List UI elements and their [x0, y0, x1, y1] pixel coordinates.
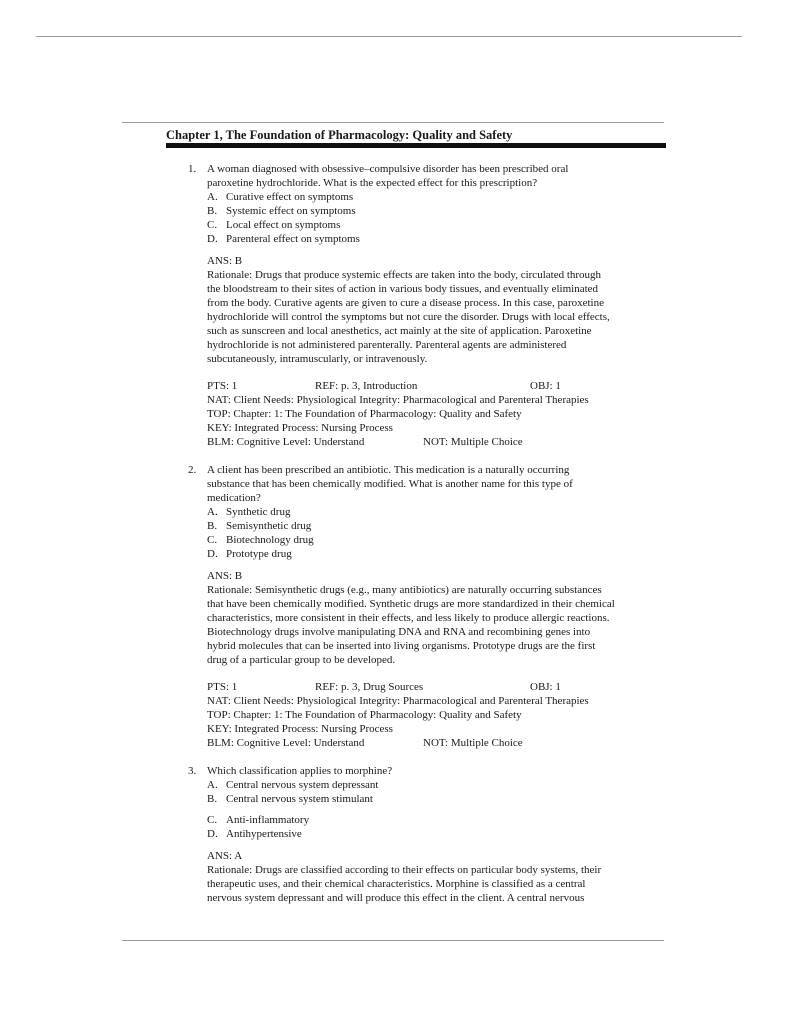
question-stem-line: substance that has been chemically modified. What is another name for this type of — [207, 478, 573, 490]
answer: ANS: B — [207, 255, 243, 267]
rationale-line: hydrochloride will control the symptoms but not cure the disorder. Drugs with local effects, — [207, 311, 610, 323]
option-letter: C. — [207, 534, 218, 546]
objective: OBJ: 1 — [530, 681, 561, 693]
option-text: Anti-inflammatory — [226, 814, 310, 826]
option-letter: D. — [207, 233, 218, 245]
option-a — [207, 190, 666, 204]
bloom-level: BLM: Cognitive Level: Understand — [207, 436, 365, 448]
rationale-line: Rationale: Semisynthetic drugs (e.g., many antibiotics) are naturally occurring substances — [207, 584, 602, 596]
rationale-line: hydrochloride is not administered parenterally. Parenteral agents are administered — [207, 339, 567, 351]
option-text: Synthetic drug — [226, 506, 291, 518]
option-text: Central nervous system stimulant — [226, 793, 373, 805]
option-a — [207, 778, 666, 792]
rationale-line: that have been chemically modified. Synthetic drugs are more standardized in their chemical — [207, 598, 615, 610]
option-letter: D. — [207, 548, 218, 560]
option-letter: B. — [207, 793, 218, 805]
nat-line: NAT: Client Needs: Physiological Integrity: Pharmacological and Parenteral Therapies — [207, 394, 589, 406]
meta-row-blm — [207, 736, 666, 750]
top-line: TOP: Chapter: 1: The Foundation of Pharmacology: Quality and Safety — [207, 709, 522, 721]
option-d — [207, 232, 666, 246]
option-text: Biotechnology drug — [226, 534, 314, 546]
rationale-line: drug of a particular group to be developed. — [207, 654, 396, 666]
option-letter: B. — [207, 205, 218, 217]
rationale-line: subcutaneously, intramuscularly, or intravenously. — [207, 353, 428, 365]
objective: OBJ: 1 — [530, 380, 561, 392]
question-type: NOT: Multiple Choice — [423, 737, 523, 749]
option-text: Local effect on symptoms — [226, 219, 341, 231]
question-stem-line: A woman diagnosed with obsessive–compulsive disorder has been prescribed oral — [207, 163, 569, 175]
option-b — [207, 204, 666, 218]
chapter-title: Chapter 1, The Foundation of Pharmacology: Quality and Safety — [166, 128, 513, 142]
points: PTS: 1 — [207, 380, 238, 392]
top-page-rule — [36, 36, 742, 37]
answer: ANS: A — [207, 850, 243, 862]
title-underline — [166, 143, 666, 148]
points: PTS: 1 — [207, 681, 238, 693]
option-text: Curative effect on symptoms — [226, 191, 354, 203]
option-letter: C. — [207, 814, 218, 826]
option-letter: A. — [207, 191, 218, 203]
question-number: 3. — [188, 765, 197, 777]
nat-line: NAT: Client Needs: Physiological Integrity: Pharmacological and Parenteral Therapies — [207, 695, 589, 707]
option-text: Parenteral effect on symptoms — [226, 233, 360, 245]
question-3 — [166, 764, 666, 905]
option-a — [207, 505, 666, 519]
key-line: KEY: Integrated Process: Nursing Process — [207, 723, 393, 735]
option-text: Systemic effect on symptoms — [226, 205, 356, 217]
question-1 — [166, 162, 666, 449]
bloom-level: BLM: Cognitive Level: Understand — [207, 737, 365, 749]
reference: REF: p. 3, Introduction — [315, 380, 418, 392]
option-letter: C. — [207, 219, 218, 231]
question-number: 2. — [188, 464, 197, 476]
footer-rule — [122, 940, 664, 941]
option-c — [207, 218, 666, 232]
meta-row-blm — [207, 435, 666, 449]
rationale-line: therapeutic uses, and their chemical characteristics. Morphine is classified as a central — [207, 878, 586, 890]
rationale-line: hybrid molecules that can be inserted into living organisms. Prototype drugs are the first — [207, 640, 596, 652]
key-line: KEY: Integrated Process: Nursing Process — [207, 422, 393, 434]
document-page — [166, 128, 666, 905]
option-letter: A. — [207, 506, 218, 518]
header-rule — [122, 122, 664, 123]
option-text: Prototype drug — [226, 548, 292, 560]
answer: ANS: B — [207, 570, 243, 582]
question-2 — [166, 463, 666, 750]
question-stem-line: A client has been prescribed an antibiotic. This medication is a naturally occurring — [207, 464, 570, 476]
option-b — [207, 519, 666, 533]
option-d — [207, 547, 666, 561]
rationale-line: nervous system depressant and will produce this effect in the client. A central nervous — [207, 892, 585, 904]
rationale-line: the bloodstream to their sites of action in various body tissues, and eventually eliminated — [207, 283, 599, 295]
rationale-line: from the body. Curative agents are given to cure a disease process. In this case, paroxetine — [207, 297, 604, 309]
reference: REF: p. 3, Drug Sources — [315, 681, 424, 693]
question-stem-line: paroxetine hydrochloride. What is the expected effect for this prescription? — [207, 177, 538, 189]
option-b — [207, 792, 666, 806]
rationale-line: Rationale: Drugs are classified according to their effects on particular body systems, their — [207, 864, 602, 876]
meta-row-pts — [207, 680, 666, 694]
rationale-line: such as sunscreen and local anesthetics, act mainly at the site of application. Paroxetine — [207, 325, 592, 337]
option-d — [207, 827, 666, 841]
rationale-line: Biotechnology drugs involve manipulating DNA and RNA and recombining genes into — [207, 626, 591, 638]
option-text: Antihypertensive — [226, 828, 302, 840]
meta-row-pts — [207, 379, 666, 393]
option-letter: B. — [207, 520, 218, 532]
option-c — [207, 533, 666, 547]
option-text: Semisynthetic drug — [226, 520, 312, 532]
option-c — [207, 813, 666, 827]
question-type: NOT: Multiple Choice — [423, 436, 523, 448]
top-line: TOP: Chapter: 1: The Foundation of Pharmacology: Quality and Safety — [207, 408, 522, 420]
option-text: Central nervous system depressant — [226, 779, 379, 791]
question-stem-line: medication? — [207, 492, 261, 504]
question-number: 1. — [188, 163, 197, 175]
rationale-line: Rationale: Drugs that produce systemic effects are taken into the body, circulated through — [207, 269, 602, 281]
rationale-line: characteristics, more consistent in their effects, and less likely to produce allergic reactions. — [207, 612, 610, 624]
option-letter: A. — [207, 779, 218, 791]
option-letter: D. — [207, 828, 218, 840]
question-stem-line: Which classification applies to morphine? — [207, 765, 393, 777]
